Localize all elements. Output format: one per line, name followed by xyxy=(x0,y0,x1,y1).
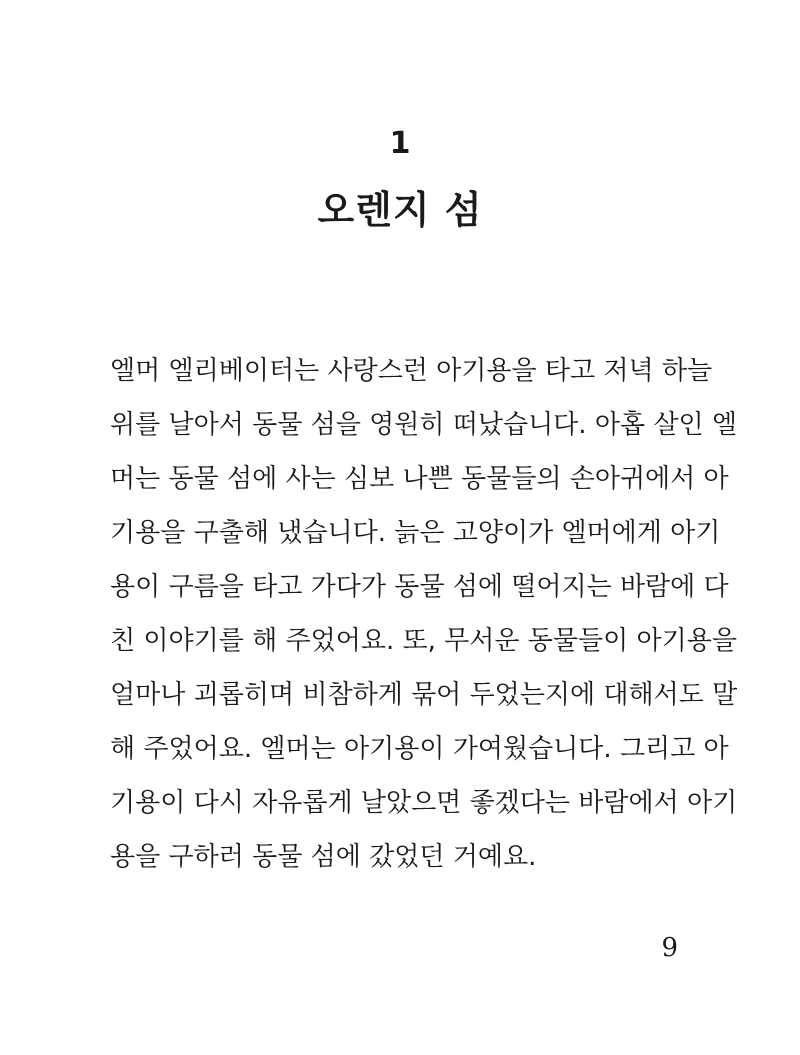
text-line: 해 주었어요. 엘머는 아기용이 가여웠습니다. 그리고 아 xyxy=(110,734,729,764)
chapter-number: 1 xyxy=(389,126,411,161)
chapter-title: 오렌지 섬 xyxy=(317,188,483,232)
text-line: 기용을 구출해 냈습니다. 늙은 고양이가 엘머에게 아기 xyxy=(110,518,721,548)
text-line: 용을 구하러 동물 섬에 갔었던 거예요. xyxy=(110,842,537,872)
text-line: 기용이 다시 자유롭게 날았으면 좋겠다는 바람에서 아기 xyxy=(110,788,738,818)
text-line: 얼마나 괴롭히며 비참하게 묶어 두었는지에 대해서도 말 xyxy=(110,680,738,710)
text-line: 머는 동물 섬에 사는 심보 나쁜 동물들의 손아귀에서 아 xyxy=(110,464,729,494)
text-line: 엘머 엘리베이터는 사랑스런 아기용을 타고 저녁 하늘 xyxy=(110,356,713,386)
body-paragraph xyxy=(110,344,738,884)
text-line: 용이 구름을 타고 가다가 동물 섬에 떨어지는 바람에 다 xyxy=(110,572,729,602)
text-line: 친 이야기를 해 주었어요. 또, 무서운 동물들이 아기용을 xyxy=(110,626,737,656)
text-line: 위를 날아서 동물 섬을 영원히 떠났습니다. 아홉 살인 엘 xyxy=(110,410,737,440)
page-number: 9 xyxy=(661,933,678,963)
